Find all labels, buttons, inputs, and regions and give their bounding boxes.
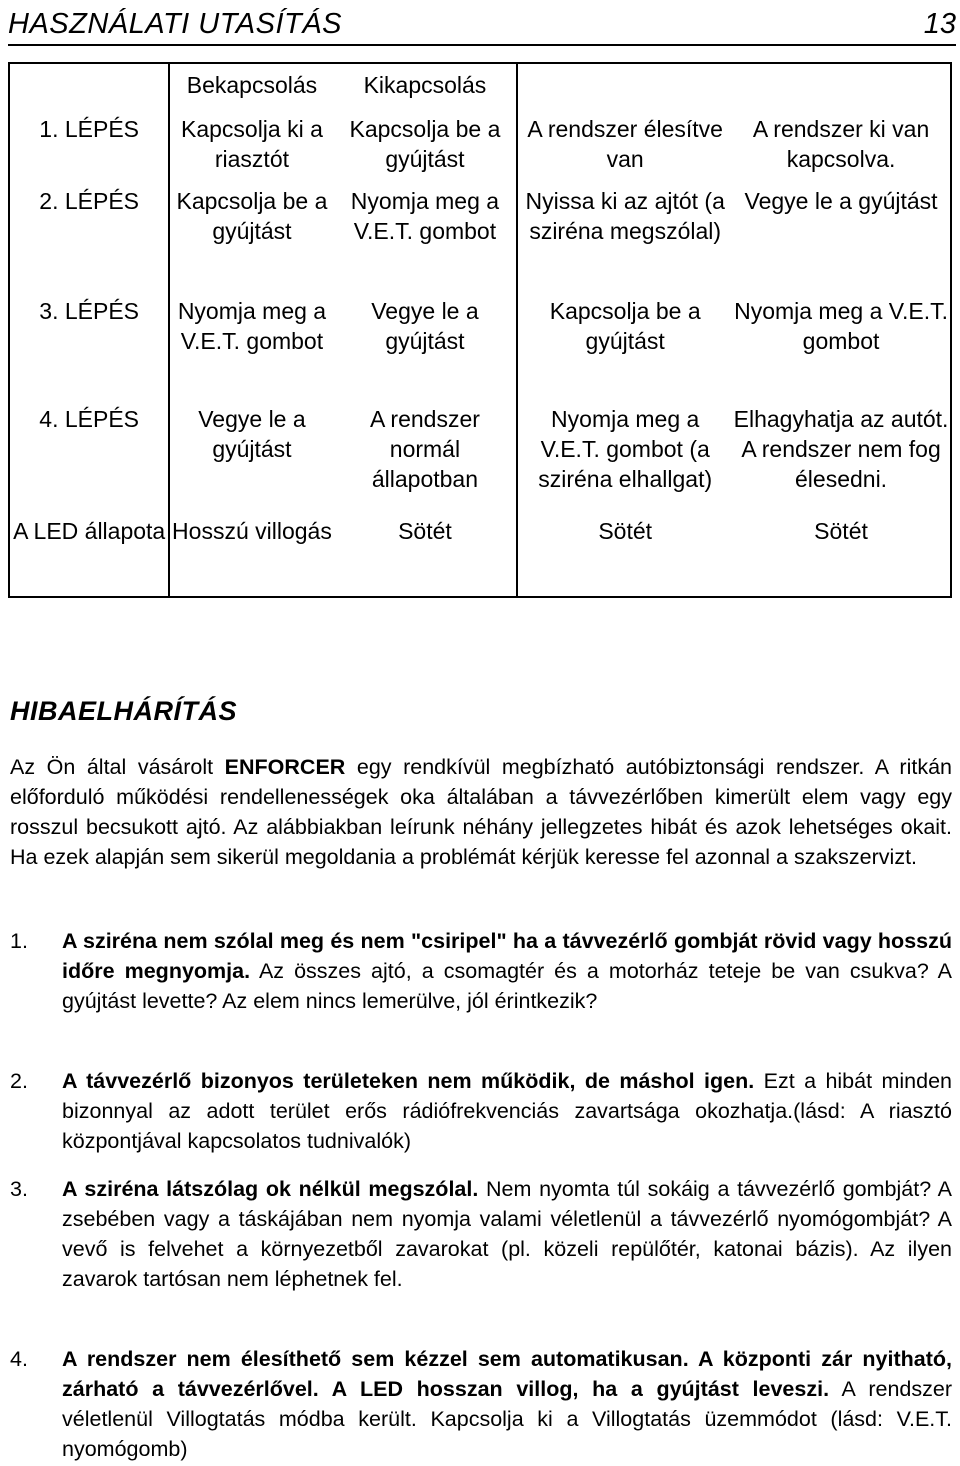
section-title: HIBAELHÁRÍTÁS bbox=[10, 696, 237, 726]
table-cell: Kapcsolja ki a riasztót bbox=[180, 116, 323, 172]
table-cell: Nyomja meg a V.E.T. gombot bbox=[734, 298, 948, 354]
table-row bbox=[9, 404, 951, 516]
step-label: 2. LÉPÉS bbox=[9, 186, 169, 296]
table-cell: Sötét bbox=[334, 516, 518, 597]
intro-text-end: egy rendkívül megbízható autóbiztonsági rendszer. A ritkán előforduló működési rendellenességek oka általában a távvezérlőben kimerült elem vagy egy rosszul becsukott ajtó. Az alábbiakban leírunk néhány jellegzetes hibát és azok lehetséges okait. Ha ezek alapján sem sikerül megoldania a problémát kérjük keresse fel azonnal a szakszervizt. bbox=[10, 755, 953, 869]
list-item bbox=[10, 1066, 952, 1156]
item-number: 2. bbox=[10, 1069, 28, 1093]
led-status-label: A LED állapota bbox=[9, 516, 169, 597]
step-label: 3. LÉPÉS bbox=[9, 296, 169, 404]
steps-table bbox=[8, 62, 952, 598]
table-cell: Kapcsolja be a gyújtást bbox=[549, 298, 701, 354]
table-cell: Elhagyhatja az autót. A rendszer nem fog élesedni. bbox=[733, 406, 949, 492]
item-number: 1. bbox=[10, 929, 28, 953]
table-row bbox=[9, 516, 951, 597]
table-cell bbox=[732, 63, 951, 114]
list-item bbox=[10, 1344, 952, 1464]
table-cell: Nyomja meg a V.E.T. gombot (a sziréna elhallgat) bbox=[538, 406, 713, 492]
item-heading: A sziréna nem szólal meg és nem "csiripel" ha a távvezérlő gombját rövid vagy hosszú időre megnyomja. bbox=[62, 929, 952, 983]
table-cell: Hosszú villogás bbox=[172, 518, 332, 544]
intro-text-start: Az Ön által vásárolt bbox=[10, 755, 225, 779]
step-label: 1. LÉPÉS bbox=[9, 114, 169, 186]
table-cell: Kapcsolja be a gyújtást bbox=[176, 188, 328, 244]
item-heading: A rendszer nem élesíthető sem kézzel sem automatikusan. A központi zár nyitható, zárható a távvezérlővel. A LED hosszan villog, ha a gyújtást leveszi. bbox=[62, 1347, 952, 1401]
table-cell: Nyissa ki az ajtót (a sziréna megszólal) bbox=[525, 188, 725, 244]
page-number: 13 bbox=[923, 8, 956, 40]
header-divider bbox=[8, 44, 956, 46]
list-item bbox=[10, 1174, 952, 1294]
intro-paragraph bbox=[10, 752, 952, 872]
item-text: Az összes ajtó, a csomagtér és a motorház teteje be van csukva? A gyújtást levette? Az elem nincs lemerülve, jól érintkezik? bbox=[62, 959, 952, 1013]
document-title: HASZNÁLATI UTASÍTÁS bbox=[8, 8, 342, 40]
item-number: 4. bbox=[10, 1347, 28, 1371]
list-item bbox=[10, 926, 952, 1016]
table-cell: A rendszer élesítve van bbox=[527, 116, 723, 172]
item-text: Nem nyomta túl sokáig a távvezérlő gombját? A zsebében vagy a táskájában nem nyomja valami véletlenül a távvezérlő nyomógombját? A vevő is felvehet a környezetből zavarokat (pl. közeli repülőtér, katonai bázis). Az ilyen zavarok tartósan nem léphetnek fel. bbox=[62, 1177, 953, 1291]
table-cell: Vegye le a gyújtást bbox=[198, 406, 306, 462]
table-cell: Nyomja meg a V.E.T. gombot bbox=[177, 298, 327, 354]
item-text: Ezt a hibát minden bizonnyal az adott terület erős rádiófrekvenciás zavartsága okozhatja.(lásd: A riasztó központjával kapcsolatos tudnivalók) bbox=[62, 1069, 952, 1153]
item-heading: A távvezérlő bizonyos területeken nem működik, de máshol igen. bbox=[62, 1069, 755, 1093]
item-text: A rendszer véletlenül Villogtatás módba került. Kapcsolja ki a Villogtatás üzemmódot (lásd: V.E.T. nyomógomb) bbox=[62, 1377, 952, 1461]
table-cell: Kapcsolja be a gyújtást bbox=[334, 114, 518, 186]
page-header bbox=[8, 4, 956, 44]
table-cell bbox=[517, 63, 732, 114]
table-cell: Sötét bbox=[814, 518, 868, 544]
table-cell: Nyomja meg a V.E.T. gombot bbox=[334, 186, 518, 296]
table-header-row bbox=[9, 63, 951, 114]
table-cell: A rendszer normál állapotban bbox=[334, 404, 518, 516]
table-row bbox=[9, 296, 951, 404]
table-cell: Sötét bbox=[598, 518, 653, 544]
table-cell: Vegye le a gyújtást bbox=[334, 296, 518, 404]
table-cell bbox=[9, 63, 169, 114]
item-number: 3. bbox=[10, 1177, 28, 1201]
column-header-off: Kikapcsolás bbox=[334, 63, 518, 114]
item-heading: A sziréna látszólag ok nélkül megszólal. bbox=[62, 1177, 479, 1201]
column-header-on: Bekapcsolás bbox=[186, 72, 318, 98]
table-cell: Vegye le a gyújtást bbox=[744, 188, 938, 214]
table-cell: A rendszer ki van kapcsolva. bbox=[752, 116, 930, 172]
table-row bbox=[9, 186, 951, 296]
table-row bbox=[9, 114, 951, 186]
step-label: 4. LÉPÉS bbox=[9, 404, 169, 516]
brand-name: ENFORCER bbox=[224, 755, 346, 779]
